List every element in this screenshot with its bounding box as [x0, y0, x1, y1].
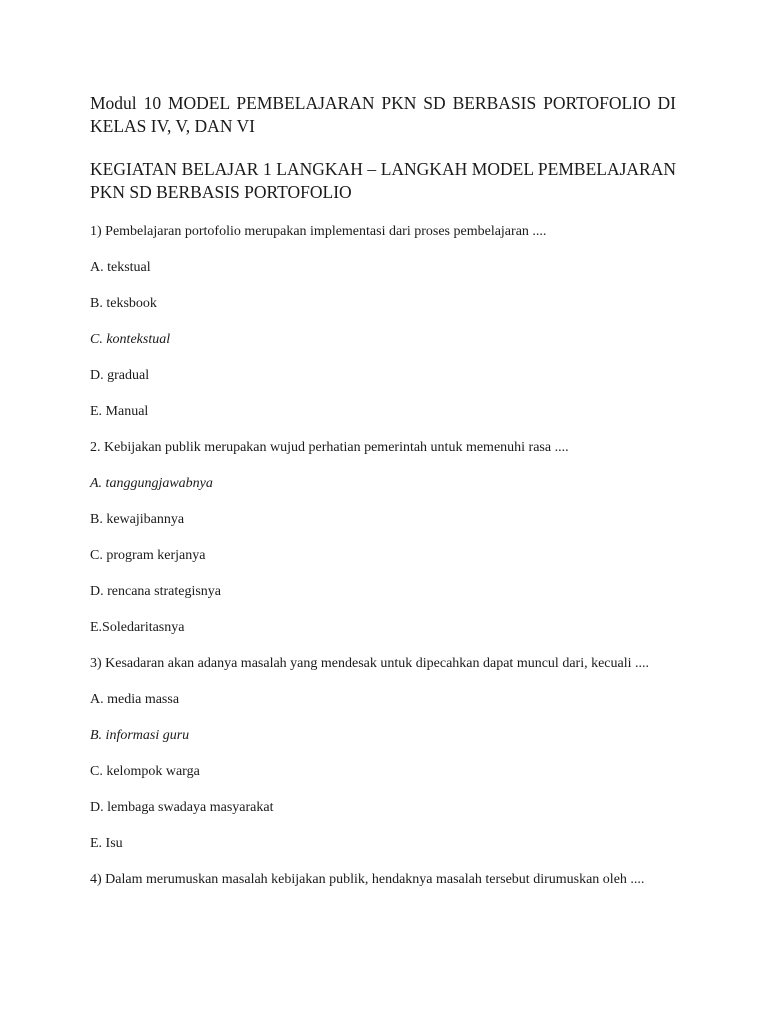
question-block: [90, 655, 676, 853]
answer-option: A. tekstual: [90, 260, 151, 275]
answer-option: D. gradual: [90, 368, 150, 383]
question-text: 4) Dalam merumuskan masalah kebijakan publik, hendaknya masalah tersebut dirumuskan oleh ....: [90, 872, 645, 887]
answer-option: A. media massa: [90, 692, 180, 707]
answer-option: C. program kerjanya: [90, 548, 206, 563]
correct-answer-option: B. informasi guru: [90, 728, 190, 743]
answer-option: E. Isu: [90, 836, 123, 851]
document-title: Modul 10 MODEL PEMBELAJARAN PKN SD BERBASIS PORTOFOLIO DI KELAS IV, V, DAN VI: [90, 93, 676, 136]
question-block: [90, 871, 676, 889]
answer-option: C. kelompok warga: [90, 764, 200, 779]
answer-option: E. Manual: [90, 404, 149, 419]
correct-answer-option: C. kontekstual: [90, 332, 171, 347]
correct-answer-option: A. tanggungjawabnya: [90, 476, 213, 491]
answer-option: E.Soledaritasnya: [90, 620, 185, 635]
question-text: 1) Pembelajaran portofolio merupakan implementasi dari proses pembelajaran ....: [90, 224, 547, 239]
question-list: [90, 223, 676, 889]
answer-option: B. kewajibannya: [90, 512, 185, 527]
question-text: 2. Kebijakan publik merupakan wujud perhatian pemerintah untuk memenuhi rasa ....: [90, 440, 569, 455]
document-page: [90, 92, 676, 907]
question-text: 3) Kesadaran akan adanya masalah yang mendesak untuk dipecahkan dapat muncul dari, kecuali ....: [90, 656, 650, 671]
answer-option: D. lembaga swadaya masyarakat: [90, 800, 274, 815]
answer-option: D. rencana strategisnya: [90, 584, 221, 599]
document-subtitle: KEGIATAN BELAJAR 1 LANGKAH – LANGKAH MODEL PEMBELAJARAN PKN SD BERBASIS PORTOFOLIO: [90, 159, 676, 202]
answer-option: B. teksbook: [90, 296, 157, 311]
question-block: [90, 439, 676, 637]
question-block: [90, 223, 676, 421]
